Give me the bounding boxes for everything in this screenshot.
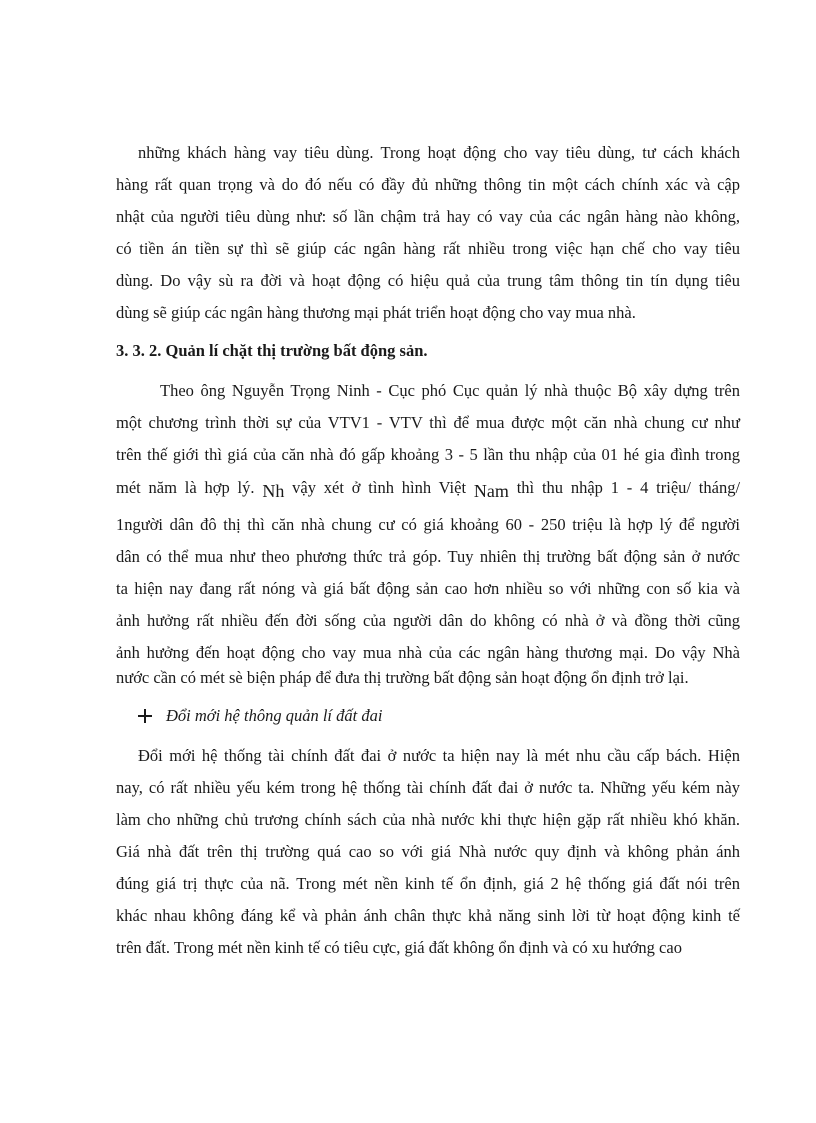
paragraph2-line-5: 1người dân đô thị thì căn nhà chung cư có giá khoảng 60 - 250 triệu là hợp lý để người bbox=[116, 515, 740, 534]
paragraph3-line-7: trên đất. Trong mét nền kinh tế có tiêu cực, giá đất không ổn định và có xu hướng cao bbox=[116, 938, 682, 957]
paragraph3-line-5: đúng giá trị thực của nã. Trong mét nền kinh tế ổn định, giá 2 hệ thống giá đất nói trên bbox=[116, 874, 740, 893]
bullet-heading-text: Đổi mới hệ thông quản lí đất đai bbox=[166, 706, 383, 725]
paragraph1-line-1: những khách hàng vay tiêu dùng. Trong hoạt động cho vay tiêu dùng, tư cách khách bbox=[138, 143, 740, 162]
paragraph1-line-4: có tiền án tiền sự thì sẽ giúp các ngân hàng rất nhiều trong việc hạn chế cho vay tiêu bbox=[116, 239, 740, 258]
paragraph3-line-6: khác nhau không đáng kể và phản ánh chân thực khả năng sinh lời từ hoạt động kinh tế bbox=[116, 906, 740, 925]
paragraph2-line-4-part-a: mét năm là hợp lý. bbox=[116, 478, 255, 497]
paragraph3-line-4: Giá nhà đất trên thị trường quá cao so với giá Nhà nước quy định và không phản ánh bbox=[116, 842, 740, 861]
paragraph2-line-1: Theo ông Nguyễn Trọng Ninh - Cục phó Cục quản lý nhà thuộc Bộ xây dựng trên bbox=[160, 381, 740, 400]
paragraph2-line-6: dân có thể mua như theo phương thức trả góp. Tuy nhiên thị trường bất động sản ở nước bbox=[116, 547, 740, 566]
paragraph2-line-4-nh: Nh bbox=[262, 481, 285, 501]
paragraph2-line-3: trên thế giới thì giá của căn nhà đó gấp khoảng 3 - 5 lần thu nhập của 01 hé gia đình trong bbox=[116, 445, 740, 464]
paragraph2-line-2: một chương trình thời sự của VTV1 - VTV thì để mua được một căn nhà chung cư như bbox=[116, 413, 740, 432]
bullet-heading bbox=[138, 706, 382, 726]
paragraph2-line-8: ảnh hưởng rất nhiều đến đời sống của người dân do không có nhà ở và đồng thời cũng bbox=[116, 611, 740, 630]
paragraph2-line-10: nước cần có mét sè biện pháp để đưa thị trường bất động sản hoạt động ổn định trở lại. bbox=[116, 668, 689, 687]
paragraph3-line-3: làm cho những chủ trương chính sách của nhà nước khi thực hiện gặp rất nhiều khó khăn. bbox=[116, 810, 740, 829]
paragraph2-line-7: ta hiện nay đang rất nóng và giá bất động sản cao hơn nhiều so với những con số kia và bbox=[116, 579, 740, 598]
paragraph3-line-2: nay, có rất nhiều yếu kém trong hệ thống tài chính đất đai ở nước ta. Những yếu kém này bbox=[116, 778, 740, 797]
paragraph1-line-6: dùng sẽ giúp các ngân hàng thương mại phát triển hoạt động cho vay mua nhà. bbox=[116, 303, 636, 322]
paragraph2-line-4-nam: Nam bbox=[473, 481, 509, 501]
paragraph1-line-5: dùng. Do vậy sù ra đời và hoạt động có hiệu quả của trung tâm thông tin tín dụng tiêu bbox=[116, 271, 740, 290]
four-point-star-icon bbox=[138, 709, 152, 723]
paragraph2-line-4-part-c: thì thu nhập 1 - 4 triệu/ tháng/ bbox=[516, 478, 741, 497]
section-heading: 3. 3. 2. Quản lí chặt thị trường bất động sản. bbox=[116, 341, 428, 360]
paragraph1-line-2: hàng rất quan trọng và do đó nếu có đầy đủ những thông tin một cách chính xác và cập bbox=[116, 175, 740, 194]
paragraph3-line-1: Đổi mới hệ thống tài chính đất đai ở nước ta hiện nay là mét nhu cầu cấp bách. Hiện bbox=[138, 746, 740, 765]
paragraph2-line-4-part-b: vậy xét ở tình hình Việt bbox=[292, 478, 467, 497]
paragraph2-line-9: ảnh hưởng đến hoạt động cho vay mua nhà của các ngân hàng thương mại. Do vậy Nhà bbox=[116, 643, 740, 662]
paragraph2-line-4 bbox=[116, 477, 741, 501]
paragraph1-line-3: nhật của người tiêu dùng như: số lần chậm trả hay có vay của các ngân hàng nào không, bbox=[116, 207, 740, 226]
